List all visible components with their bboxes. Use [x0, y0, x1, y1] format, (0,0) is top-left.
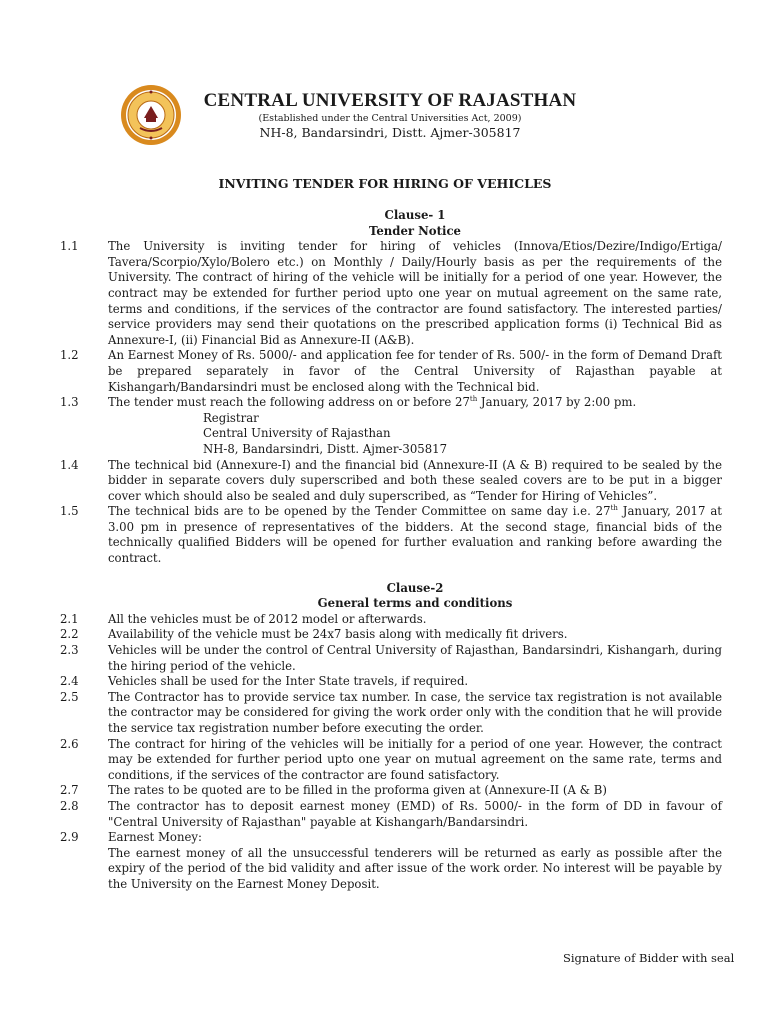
item-text: All the vehicles must be of 2012 model or afterwards. [108, 611, 427, 626]
item-text: The earnest money of all the unsuccessful tenderers will be returned as early as possible after the expiry of the period of the bid validity and after issue of the work order. No interest will be payable by the University on the Earnest Money Deposit. [108, 845, 722, 891]
item-text: Availability of the vehicle must be 24x7 basis along with medically fit drivers. [108, 627, 568, 642]
item-text: The rates to be quoted are to be filled in the proforma given at (Annexure-II (A & B) [108, 783, 607, 798]
item-number: 2.6 [60, 736, 79, 751]
university-seal-logo [120, 84, 182, 146]
clause-2-label: Clause-2 [386, 580, 444, 595]
clause-item [60, 674, 722, 690]
tender-body [60, 208, 722, 893]
item-number: 1.5 [60, 504, 79, 519]
clause-item [60, 830, 722, 892]
item-number: 2.7 [60, 783, 79, 798]
clause-1-heading: Tender Notice [369, 223, 461, 238]
item-number: 1.2 [60, 348, 79, 363]
registrar-address-line: Central University of Rajasthan [203, 426, 391, 441]
establishment-note: (Established under the Central Universities Act, 2009) [258, 113, 522, 124]
item-text: The technical bids are to be opened by the Tender Committee on same day i.e. 27th January, 2017 at 3.00 pm in presence of representatives of the bidders. At the second stage, financial bids of the technically qualified Bidders will be opened for further evaluation and ranking before awarding the contract. [108, 504, 722, 566]
clause-item [60, 737, 722, 784]
registrar-address-line: Registrar [203, 410, 259, 425]
item-number: 2.9 [60, 830, 79, 845]
item-text: Vehicles shall be used for the Inter State travels, if required. [108, 674, 469, 689]
item-number: 2.5 [60, 689, 79, 704]
clause-item [60, 783, 722, 799]
item-number: 2.3 [60, 643, 79, 658]
item-number: 2.8 [60, 798, 79, 813]
item-text: The tender must reach the following address on or before 27th January, 2017 by 2:00 pm. [108, 395, 637, 410]
clause-item [60, 612, 722, 628]
clause-item [60, 239, 722, 348]
item-text: The contract for hiring of the vehicles will be initially for a period of one year. However, the contract may be extended for further period upto one year on mutual agreement on the same rate, terms and conditions, if the services of the contractor are found satisfactory. [108, 736, 722, 782]
clause-item [60, 627, 722, 643]
clause-item [60, 799, 722, 830]
clause-item [60, 690, 722, 737]
clause-item [60, 504, 722, 566]
document-title: INVITING TENDER FOR HIRING OF VEHICLES [218, 176, 552, 191]
item-text: Earnest Money: [108, 830, 202, 845]
item-text: An Earnest Money of Rs. 5000/- and application fee for tender of Rs. 500/- in the form of Demand Draft be prepared separately in favor of the Central University of Rajasthan payable at Kishangarh/Bandarsindri must be enclosed along with the Technical bid. [108, 348, 722, 394]
item-number: 2.2 [60, 627, 79, 642]
item-text: The University is inviting tender for hiring of vehicles (Innova/Etios/Dezire/Indigo/Ertiga/ Tavera/Scorpio/Xylo/Bolero etc.) on Monthly / Daily/Hourly basis as per the requirements of the University. The contract of hiring of the vehicle will be initially for a period of one year. However, the contract may be extended for further period upto one year on mutual agreement on the same rate, terms and conditions, if the services of the contractor are found satisfactory. The interested parties/ service providers may send their quotations on the prescribed application forms (i) Technical Bid as Annexure-I, (ii) Financial Bid as Annexure-II (A&B). [108, 239, 722, 347]
clause-2-heading: General terms and conditions [317, 596, 513, 611]
item-number: 2.4 [60, 674, 79, 689]
clause-item [60, 348, 722, 395]
item-text: The contractor has to deposit earnest money (EMD) of Rs. 5000/- in the form of DD in favour of "Central University of Rajasthan" payable at Kishangarh/Bandarsindri. [108, 798, 722, 829]
clause-1-label: Clause- 1 [384, 208, 446, 222]
clause-item [60, 643, 722, 674]
item-number: 1.4 [60, 457, 79, 472]
item-number: 1.3 [60, 395, 79, 410]
item-text: The Contractor has to provide service tax number. In case, the service tax registration is not available the contractor may be considered for giving the work order only with the condition that he will provide the service tax registration number before executing the order. [108, 689, 722, 735]
registrar-address-line: NH-8, Bandarsindri, Distt. Ajmer-305817 [203, 441, 447, 456]
item-number: 1.1 [60, 239, 79, 254]
letterhead [190, 90, 590, 141]
signature-label: Signature of Bidder with seal [563, 951, 735, 965]
university-name: CENTRAL UNIVERSITY OF RAJASTHAN [203, 90, 577, 111]
item-number: 2.1 [60, 611, 79, 626]
item-text: Vehicles will be under the control of Central University of Rajasthan, Bandarsindri, Kishangarh, during the hiring period of the vehicle. [108, 643, 722, 673]
item-text: The technical bid (Annexure-I) and the financial bid (Annexure-II (A & B) required to be sealed by the bidder in separate covers duly superscribed and both these sealed covers are to be put in a bigger cover which should also be sealed and duly superscribed, as “Tender for Hiring of Vehicles”. [108, 457, 722, 503]
clause-item [60, 395, 722, 457]
clause-item [60, 458, 722, 505]
university-address: NH-8, Bandarsindri, Distt. Ajmer-305817 [259, 125, 521, 140]
